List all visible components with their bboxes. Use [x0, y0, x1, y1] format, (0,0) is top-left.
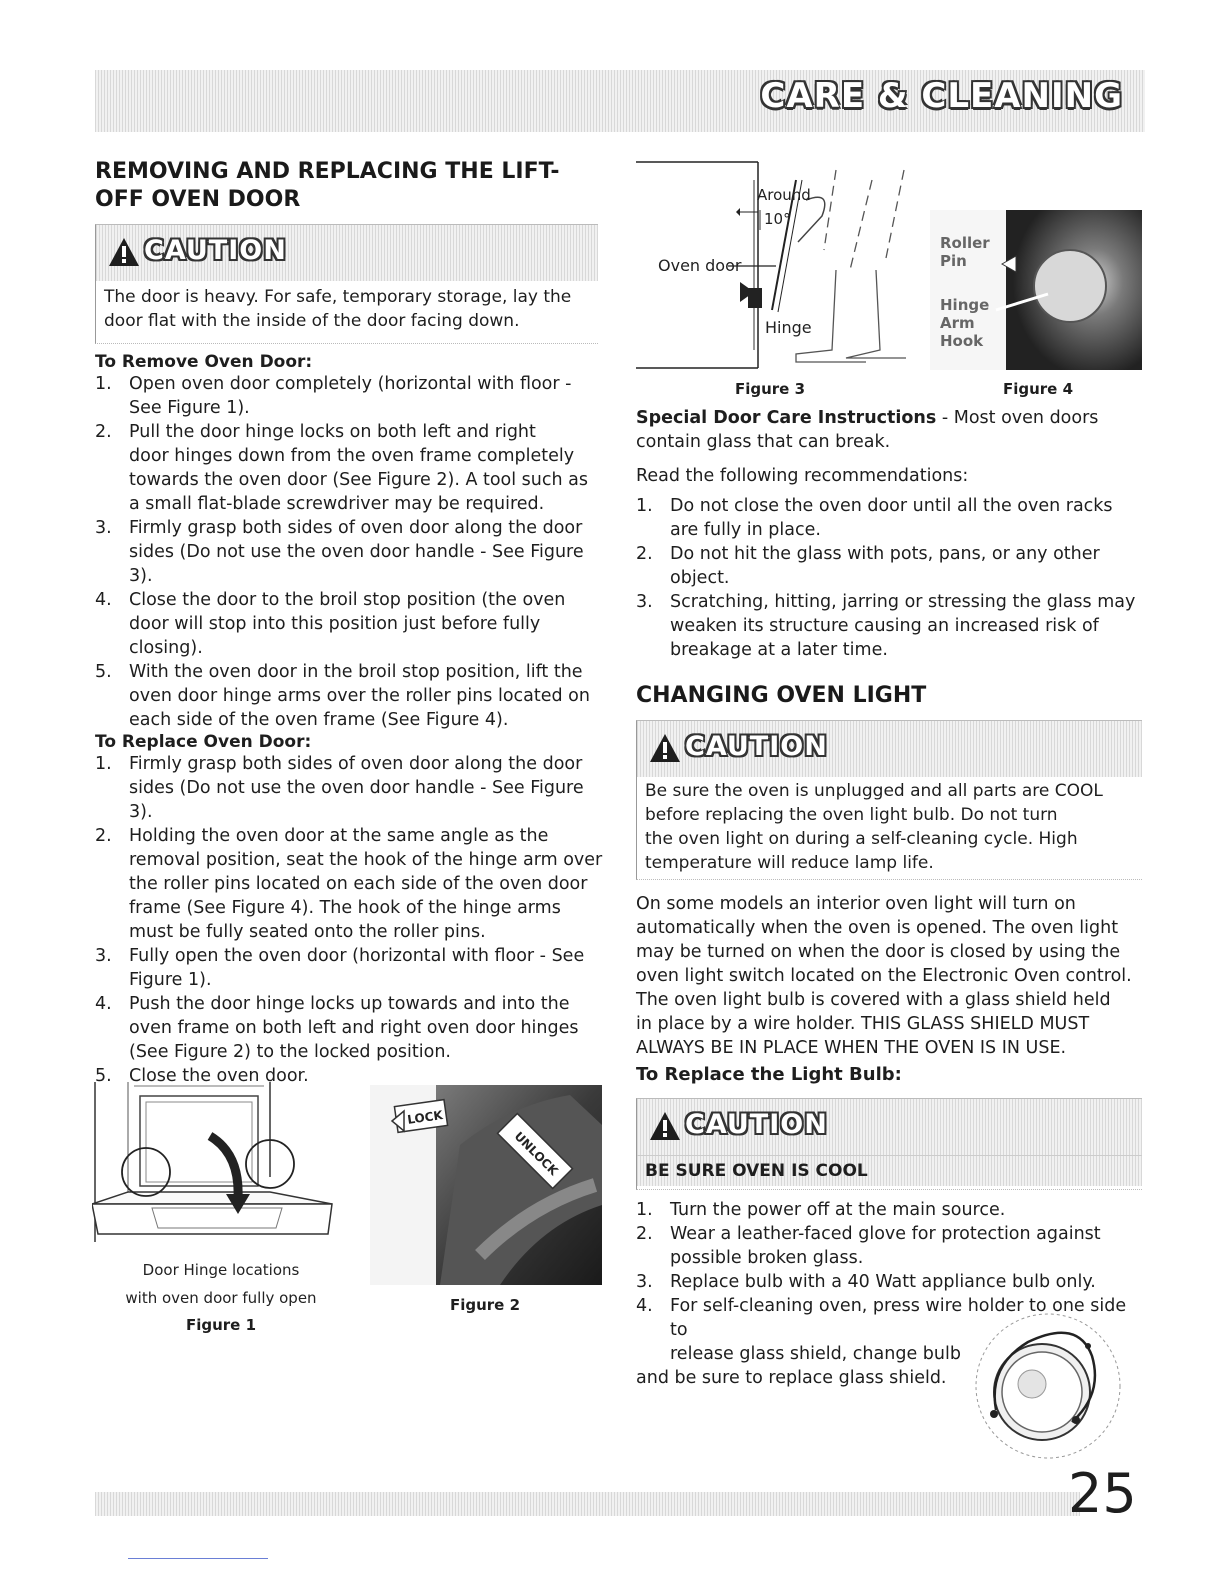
text-line: the oven light on during a self-cleaning cycle. High	[645, 829, 1078, 849]
text-line: before replacing the oven light bulb. Do not turn	[645, 805, 1058, 825]
text-line: temperature will reduce lamp life.	[645, 853, 934, 873]
fig4-hook: Hook	[940, 332, 984, 350]
figure-3-label: Figure 3	[734, 380, 806, 398]
warning-icon	[108, 237, 140, 267]
figure-3	[636, 150, 936, 378]
list-line: For self-cleaning oven, press wire holder to one side to	[670, 1296, 1127, 1340]
caution-cool-text: BE SURE OVEN IS COOL	[637, 1155, 1142, 1186]
list-line: Scratching, hitting, jarring or stressing the glass may	[670, 592, 1136, 612]
caution-line: The door is heavy. For safe, temporary storage, lay the	[104, 287, 572, 307]
text-line: The oven light bulb is covered with a glass shield held	[636, 990, 1111, 1010]
unlock-label: UNLOCK	[511, 1129, 561, 1179]
list-line: door will stop into this position just before fully	[129, 614, 541, 634]
special-care-section	[636, 406, 1146, 662]
fig4-roller: Roller	[940, 234, 990, 252]
list-number: 2.	[636, 544, 653, 564]
list-number: 1.	[95, 374, 112, 394]
remove-section	[95, 352, 605, 732]
list-item	[95, 420, 605, 516]
list-number: 2.	[95, 422, 112, 442]
caution-line: door flat with the inside of the door facing down.	[104, 311, 520, 331]
text-line: ALWAYS BE IN PLACE WHEN THE OVEN IS IN USE.	[636, 1038, 1067, 1058]
list-line: are fully in place.	[670, 520, 821, 540]
list-line: Pull the door hinge locks on both left and right	[129, 422, 536, 442]
list-line: door hinges down from the oven frame completely	[129, 446, 575, 466]
bulb-tail: and be sure to replace glass shield.	[636, 1368, 947, 1388]
text-line: may be turned on when the door is closed by using the	[636, 942, 1121, 962]
list-item	[95, 588, 605, 660]
special-care-bold: Special Door Care Instructions	[636, 408, 937, 428]
list-line: Open oven door completely (horizontal with floor -	[129, 374, 572, 394]
list-line: each side of the oven frame (See Figure 4).	[129, 710, 509, 730]
list-line: closing).	[129, 638, 203, 658]
list-line: weaken its structure causing an increased risk of	[670, 616, 1099, 636]
caution-text	[637, 777, 1142, 875]
light-paragraph	[636, 892, 1146, 1060]
text-line: On some models an interior oven light will turn on	[636, 894, 1076, 914]
list-line: the roller pins located on each side of the oven door	[129, 874, 588, 894]
text-line: automatically when the oven is opened. The oven light	[636, 918, 1119, 938]
list-number: 3.	[636, 1272, 653, 1292]
list-item	[95, 516, 605, 588]
list-line: Do not hit the glass with pots, pans, or any other	[670, 544, 1100, 564]
caution-header	[637, 1099, 1142, 1155]
list-item	[95, 752, 605, 824]
list-line: must be fully seated onto the roller pins.	[129, 922, 486, 942]
list-item	[636, 1222, 1148, 1270]
care-steps	[636, 494, 1146, 662]
list-line: Figure 1).	[129, 970, 212, 990]
list-line: (See Figure 2) to the locked position.	[129, 1042, 451, 1062]
light-bulb-illustration	[968, 1306, 1128, 1466]
caution-box-light	[636, 720, 1142, 880]
list-item	[636, 1198, 1148, 1222]
text-line: in place by a wire holder. THIS GLASS SHIELD MUST	[636, 1014, 1090, 1034]
list-line: Wear a leather-faced glove for protection against	[670, 1224, 1101, 1244]
caution-box-bulb	[636, 1098, 1142, 1190]
list-line: object.	[670, 568, 730, 588]
list-item	[636, 590, 1146, 662]
list-item	[95, 660, 605, 732]
section-heading-line1: REMOVING AND REPLACING THE LIFT-	[95, 159, 560, 184]
figure-2-label: Figure 2	[449, 1296, 521, 1314]
warning-icon	[649, 1111, 681, 1141]
fig3-angle: 10°	[764, 210, 791, 228]
list-line: towards the oven door (See Figure 2). A tool such as	[129, 470, 588, 490]
list-number: 4.	[636, 1296, 653, 1316]
fig3-hinge: Hinge	[765, 318, 812, 337]
list-line: sides (Do not use the oven door handle - See Figure 3).	[129, 542, 584, 586]
list-number: 5.	[95, 662, 112, 682]
remove-heading: To Remove Oven Door:	[95, 352, 313, 372]
list-line: oven door hinge arms over the roller pins located on	[129, 686, 590, 706]
list-item	[636, 1270, 1148, 1294]
list-number: 3.	[95, 518, 112, 538]
replace-section	[95, 732, 605, 1088]
list-line: Firmly grasp both sides of oven door along the door	[129, 518, 583, 538]
caption-line: Door Hinge locations	[142, 1261, 300, 1279]
list-number: 2.	[95, 826, 112, 846]
list-number: 1.	[636, 496, 653, 516]
header-band	[95, 70, 1145, 132]
caution-title: CAUTION	[144, 235, 287, 266]
special-care-line2: contain glass that can break.	[636, 432, 891, 452]
bulb-heading: To Replace the Light Bulb:	[636, 1064, 902, 1085]
light-heading-wrap	[636, 682, 1146, 710]
figure-4	[930, 210, 1142, 370]
list-item	[95, 992, 605, 1064]
footer-band	[95, 1492, 1080, 1516]
list-line: breakage at a later time.	[670, 640, 888, 660]
list-line: oven frame on both left and right oven door hinges	[129, 1018, 579, 1038]
list-number: 3.	[95, 946, 112, 966]
list-number: 4.	[95, 994, 112, 1014]
list-line: Firmly grasp both sides of oven door along the door	[129, 754, 583, 774]
list-line: a small flat-blade screwdriver may be required.	[129, 494, 545, 514]
figure-1	[92, 1082, 350, 1332]
list-item	[95, 372, 605, 420]
list-line: release glass shield, change bulb	[670, 1344, 961, 1364]
text-line: Be sure the oven is unplugged and all parts are COOL	[645, 781, 1103, 801]
read-recommendations: Read the following recommendations:	[636, 466, 969, 486]
list-line: Replace bulb with a 40 Watt appliance bulb only.	[670, 1272, 1096, 1292]
light-shield-icon	[968, 1306, 1128, 1466]
fig4-roller-pin	[940, 234, 990, 270]
oven-open-door-illustration	[92, 1082, 350, 1252]
warning-icon	[649, 733, 681, 763]
list-line: possible broken glass.	[670, 1248, 864, 1268]
caution-header	[96, 225, 598, 281]
list-line: Do not close the oven door until all the oven racks	[670, 496, 1113, 516]
figure-1-label: Figure 1	[185, 1316, 257, 1334]
list-number: 1.	[95, 754, 112, 774]
figure-1-caption	[92, 1256, 350, 1312]
list-line: removal position, seat the hook of the hinge arm over	[129, 850, 603, 870]
list-line: frame (See Figure 4). The hook of the hinge arms	[129, 898, 561, 918]
caution-text	[96, 281, 598, 333]
list-number: 2.	[636, 1224, 653, 1244]
figure-4-label: Figure 4	[1002, 380, 1074, 398]
fig4-pin: Pin	[940, 252, 967, 270]
fig4-arm: Arm	[940, 314, 975, 332]
bulb-heading-wrap	[636, 1064, 1146, 1085]
list-line: Close the door to the broil stop position (the oven	[129, 590, 566, 610]
fig3-oven-door: Oven door	[658, 256, 742, 275]
special-care-intro	[636, 406, 1146, 430]
hinge-lock-photo	[370, 1085, 602, 1285]
list-number: 3.	[636, 592, 653, 612]
lock-label: LOCK	[406, 1108, 444, 1127]
remove-steps	[95, 372, 605, 732]
list-number: 4.	[95, 590, 112, 610]
fig3-around: Around	[757, 186, 811, 204]
list-line: Push the door hinge locks up towards and into the	[129, 994, 570, 1014]
page-title: CARE & CLEANING	[760, 76, 1123, 116]
special-care-rest: - Most oven doors	[936, 408, 1099, 428]
list-line: Turn the power off at the main source.	[670, 1200, 1006, 1220]
list-line: With the oven door in the broil stop position, lift the	[129, 662, 583, 682]
page-number: 25	[1068, 1462, 1137, 1525]
list-item	[636, 542, 1146, 590]
list-line: See Figure 1).	[129, 398, 250, 418]
caution-header	[637, 721, 1142, 777]
list-line: Fully open the oven door (horizontal with floor - See	[129, 946, 585, 966]
list-number: 5.	[95, 1066, 112, 1086]
list-item	[636, 494, 1146, 542]
caption-line: with oven door fully open	[125, 1289, 317, 1307]
caution-title: CAUTION	[685, 731, 828, 762]
fig4-hinge: Hinge	[940, 296, 990, 314]
list-number: 1.	[636, 1200, 653, 1220]
footer-rule	[128, 1558, 268, 1559]
left-heading	[95, 158, 600, 214]
list-item	[95, 824, 605, 944]
figure-2	[370, 1085, 602, 1285]
list-item	[95, 944, 605, 992]
text-line: oven light switch located on the Electronic Oven control.	[636, 966, 1132, 986]
caution-box-door	[95, 224, 598, 344]
light-heading: CHANGING OVEN LIGHT	[636, 683, 927, 708]
replace-heading: To Replace Oven Door:	[95, 732, 312, 752]
fig4-hinge-arm-hook	[940, 296, 989, 350]
list-line: sides (Do not use the oven door handle - See Figure 3).	[129, 778, 584, 822]
section-heading-line2: OFF OVEN DOOR	[95, 187, 301, 212]
replace-steps	[95, 752, 605, 1088]
list-line: Close the oven door.	[129, 1066, 309, 1086]
list-line: Holding the oven door at the same angle as the	[129, 826, 549, 846]
caution-title: CAUTION	[685, 1109, 828, 1140]
